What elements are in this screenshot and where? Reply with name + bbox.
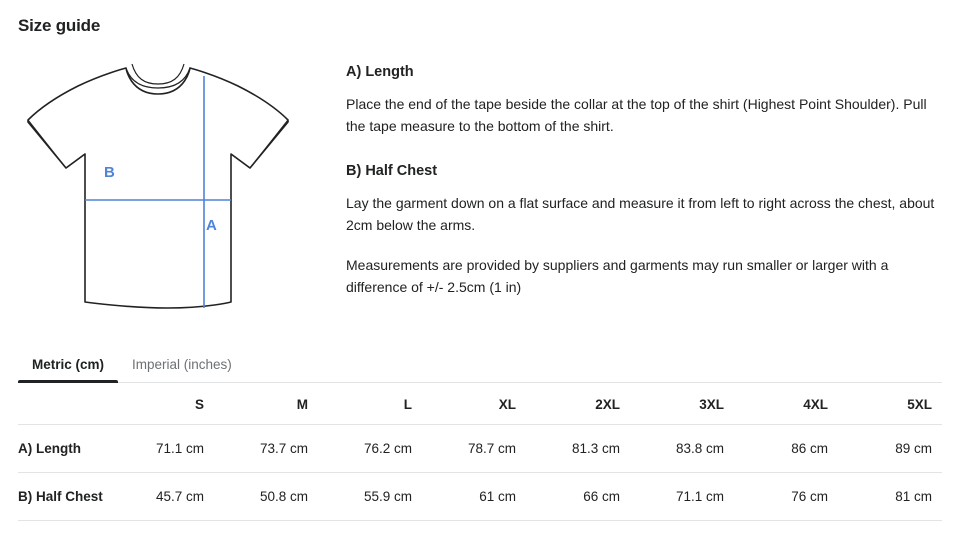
tab-metric[interactable]: Metric (cm)	[18, 349, 118, 382]
unit-tabs	[18, 349, 942, 383]
measure-label-b: B	[104, 164, 115, 181]
cell-chest-3xl: 71.1 cm	[630, 473, 734, 521]
row-label-half-chest: B) Half Chest	[18, 473, 110, 521]
table-col-3xl: 3XL	[630, 383, 734, 425]
row-label-length: A) Length	[18, 425, 110, 473]
instruction-body-length: Place the end of the tape beside the collar at the top of the shirt (Highest Point Shoulder). Pull the tape measure to the bottom of the shirt.	[346, 96, 927, 134]
size-guide-top-section	[18, 42, 942, 335]
cell-length-l: 76.2 cm	[318, 425, 422, 473]
cell-length-m: 73.7 cm	[214, 425, 318, 473]
table-row	[18, 473, 942, 521]
instruction-heading-half-chest: B) Half Chest	[346, 163, 438, 179]
measurement-note: Measurements are provided by suppliers and garments may run smaller or larger with a difference of +/- 2.5cm (1 in)	[346, 257, 889, 295]
size-guide-page	[0, 16, 960, 533]
table-col-s: S	[110, 383, 214, 425]
cell-length-xl: 78.7 cm	[422, 425, 526, 473]
size-table	[18, 383, 942, 521]
cell-length-3xl: 83.8 cm	[630, 425, 734, 473]
size-guide-instructions	[328, 42, 942, 298]
table-col-4xl: 4XL	[734, 383, 838, 425]
cell-length-2xl: 81.3 cm	[526, 425, 630, 473]
cell-chest-4xl: 76 cm	[734, 473, 838, 521]
tshirt-illustration-svg	[18, 50, 318, 330]
table-header-row	[18, 383, 942, 425]
table-col-2xl: 2XL	[526, 383, 630, 425]
cell-length-4xl: 86 cm	[734, 425, 838, 473]
cell-chest-xl: 61 cm	[422, 473, 526, 521]
instruction-body-half-chest: Lay the garment down on a flat surface and measure it from left to right across the chest, about 2cm below the arms.	[346, 195, 935, 233]
table-col-l: L	[318, 383, 422, 425]
cell-chest-2xl: 66 cm	[526, 473, 630, 521]
instruction-heading-length: A) Length	[346, 64, 414, 80]
size-table-body	[18, 425, 942, 521]
table-col-xl: XL	[422, 383, 526, 425]
cell-chest-5xl: 81 cm	[838, 473, 942, 521]
table-col-m: M	[214, 383, 318, 425]
cell-chest-l: 55.9 cm	[318, 473, 422, 521]
table-col-5xl: 5XL	[838, 383, 942, 425]
cell-length-s: 71.1 cm	[110, 425, 214, 473]
table-corner-cell	[18, 383, 110, 425]
tshirt-diagram	[18, 42, 328, 335]
tab-imperial[interactable]: Imperial (inches)	[118, 349, 246, 382]
cell-chest-m: 50.8 cm	[214, 473, 318, 521]
measure-label-a: A	[206, 217, 217, 234]
table-row	[18, 425, 942, 473]
cell-length-5xl: 89 cm	[838, 425, 942, 473]
cell-chest-s: 45.7 cm	[110, 473, 214, 521]
size-table-head	[18, 383, 942, 425]
page-title: Size guide	[18, 16, 101, 35]
